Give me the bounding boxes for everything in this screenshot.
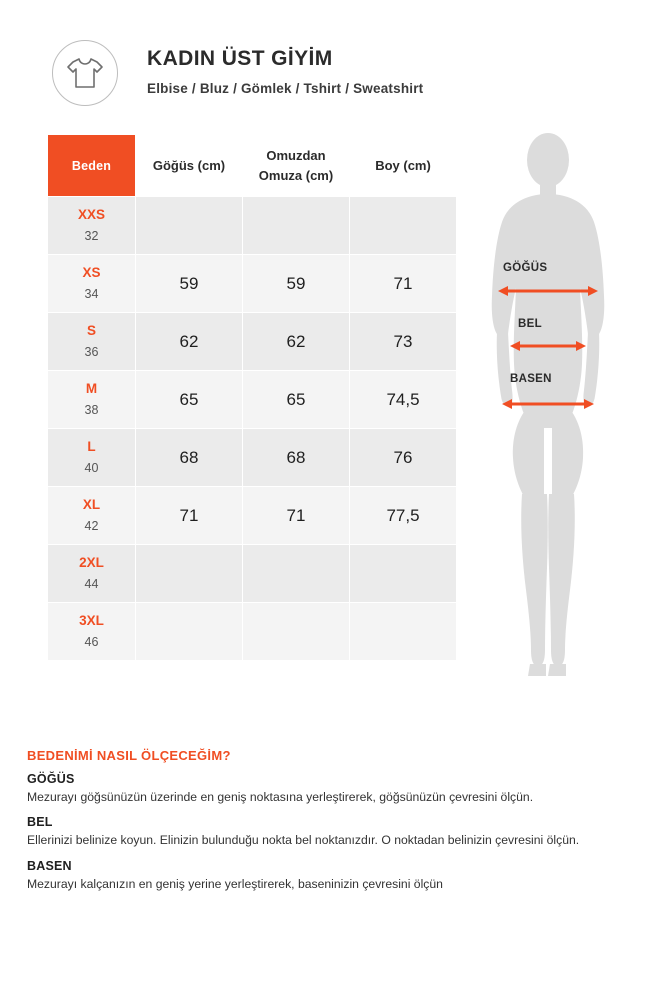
- size-cell: [48, 197, 136, 255]
- size-cell: [48, 255, 136, 313]
- size-label: XS: [82, 265, 101, 281]
- size-cell: [48, 429, 136, 487]
- instruction-title-waist: BEL: [27, 815, 53, 830]
- size-table-container: [47, 134, 457, 661]
- instruction-title-chest: GÖĞÜS: [27, 772, 75, 786]
- size-label: XXS: [77, 207, 105, 223]
- size-number: 32: [84, 228, 99, 243]
- cell-omuz: 62: [243, 313, 350, 371]
- instruction-text-waist: Ellerinizi belinize koyun. Elinizin bulunduğu nokta bel noktanızdır. O noktadan belinizin çevresini ölçün.: [27, 833, 580, 848]
- instruction-title-hip: BASEN: [27, 858, 72, 873]
- size-number: 40: [84, 460, 99, 475]
- table-row: [48, 603, 457, 661]
- column-header-omuz: Omuzdan Omuza (cm): [243, 135, 350, 197]
- column-header-boy: Boy (cm): [350, 135, 457, 197]
- size-number: 34: [84, 286, 99, 301]
- female-silhouette-icon: [460, 128, 635, 698]
- size-label: L: [87, 439, 96, 455]
- cell-omuz: 65: [243, 371, 350, 429]
- cell-omuz: [243, 197, 350, 255]
- size-number: 44: [84, 576, 99, 591]
- size-cell: [48, 487, 136, 545]
- cell-gogus: 71: [136, 487, 243, 545]
- figure-label-hip: BASEN: [510, 373, 552, 385]
- figure-label-waist: BEL: [518, 318, 542, 330]
- table-row: [48, 371, 457, 429]
- cell-omuz: 59: [243, 255, 350, 313]
- size-cell: [48, 313, 136, 371]
- size-number: 42: [84, 518, 99, 533]
- size-number: 36: [84, 344, 99, 359]
- cell-gogus: 68: [136, 429, 243, 487]
- cell-boy: 77,5: [350, 487, 457, 545]
- body-figure: [460, 128, 635, 698]
- cell-gogus: 62: [136, 313, 243, 371]
- table-row: [48, 255, 457, 313]
- cell-omuz: 71: [243, 487, 350, 545]
- table-header-row: [48, 135, 457, 197]
- measurement-instructions: [27, 748, 639, 902]
- column-header-gogus: Göğüs (cm): [136, 135, 243, 197]
- cell-omuz: 68: [243, 429, 350, 487]
- size-number: 38: [84, 402, 99, 417]
- cell-boy: [350, 603, 457, 661]
- table-row: [48, 197, 457, 255]
- figure-label-chest: GÖĞÜS: [503, 262, 548, 274]
- table-body: [48, 197, 457, 661]
- cell-gogus: [136, 603, 243, 661]
- cell-gogus: [136, 197, 243, 255]
- size-cell: [48, 545, 136, 603]
- cell-boy: [350, 197, 457, 255]
- cell-omuz: [243, 603, 350, 661]
- cell-boy: 71: [350, 255, 457, 313]
- cell-gogus: 65: [136, 371, 243, 429]
- table-row: [48, 545, 457, 603]
- size-label: XL: [82, 497, 101, 513]
- size-label: 2XL: [79, 555, 104, 571]
- size-cell: [48, 603, 136, 661]
- cell-gogus: [136, 545, 243, 603]
- size-label: M: [85, 381, 98, 397]
- size-cell: [48, 371, 136, 429]
- size-number: 46: [84, 634, 99, 649]
- cell-boy: 73: [350, 313, 457, 371]
- cell-boy: 76: [350, 429, 457, 487]
- table-row: [48, 313, 457, 371]
- page-title: KADIN ÜST GİYİM: [147, 47, 333, 70]
- tshirt-icon: [52, 40, 118, 106]
- instruction-text-hip: Mezurayı kalçanızın en geniş yerine yerleştirerek, baseninizin çevresini ölçün: [27, 876, 443, 891]
- cell-boy: 74,5: [350, 371, 457, 429]
- table-row: [48, 429, 457, 487]
- column-header-beden: Beden: [48, 135, 136, 197]
- instructions-heading: BEDENİMİ NASIL ÖLÇECEĞİM?: [27, 748, 231, 763]
- size-label: 3XL: [79, 613, 104, 629]
- header-titles: [147, 46, 423, 96]
- size-table: [47, 134, 457, 661]
- size-label: S: [86, 323, 96, 339]
- header: [47, 38, 627, 110]
- cell-omuz: [243, 545, 350, 603]
- instruction-text-chest: Mezurayı göğsünüzün üzerinde en geniş noktasına yerleştirerek, göğsünüzün çevresini ölçün.: [27, 790, 534, 804]
- page-subtitle: Elbise / Bluz / Gömlek / Tshirt / Sweatshirt: [147, 81, 424, 97]
- cell-boy: [350, 545, 457, 603]
- table-header: [48, 135, 457, 197]
- table-row: [48, 487, 457, 545]
- cell-gogus: 59: [136, 255, 243, 313]
